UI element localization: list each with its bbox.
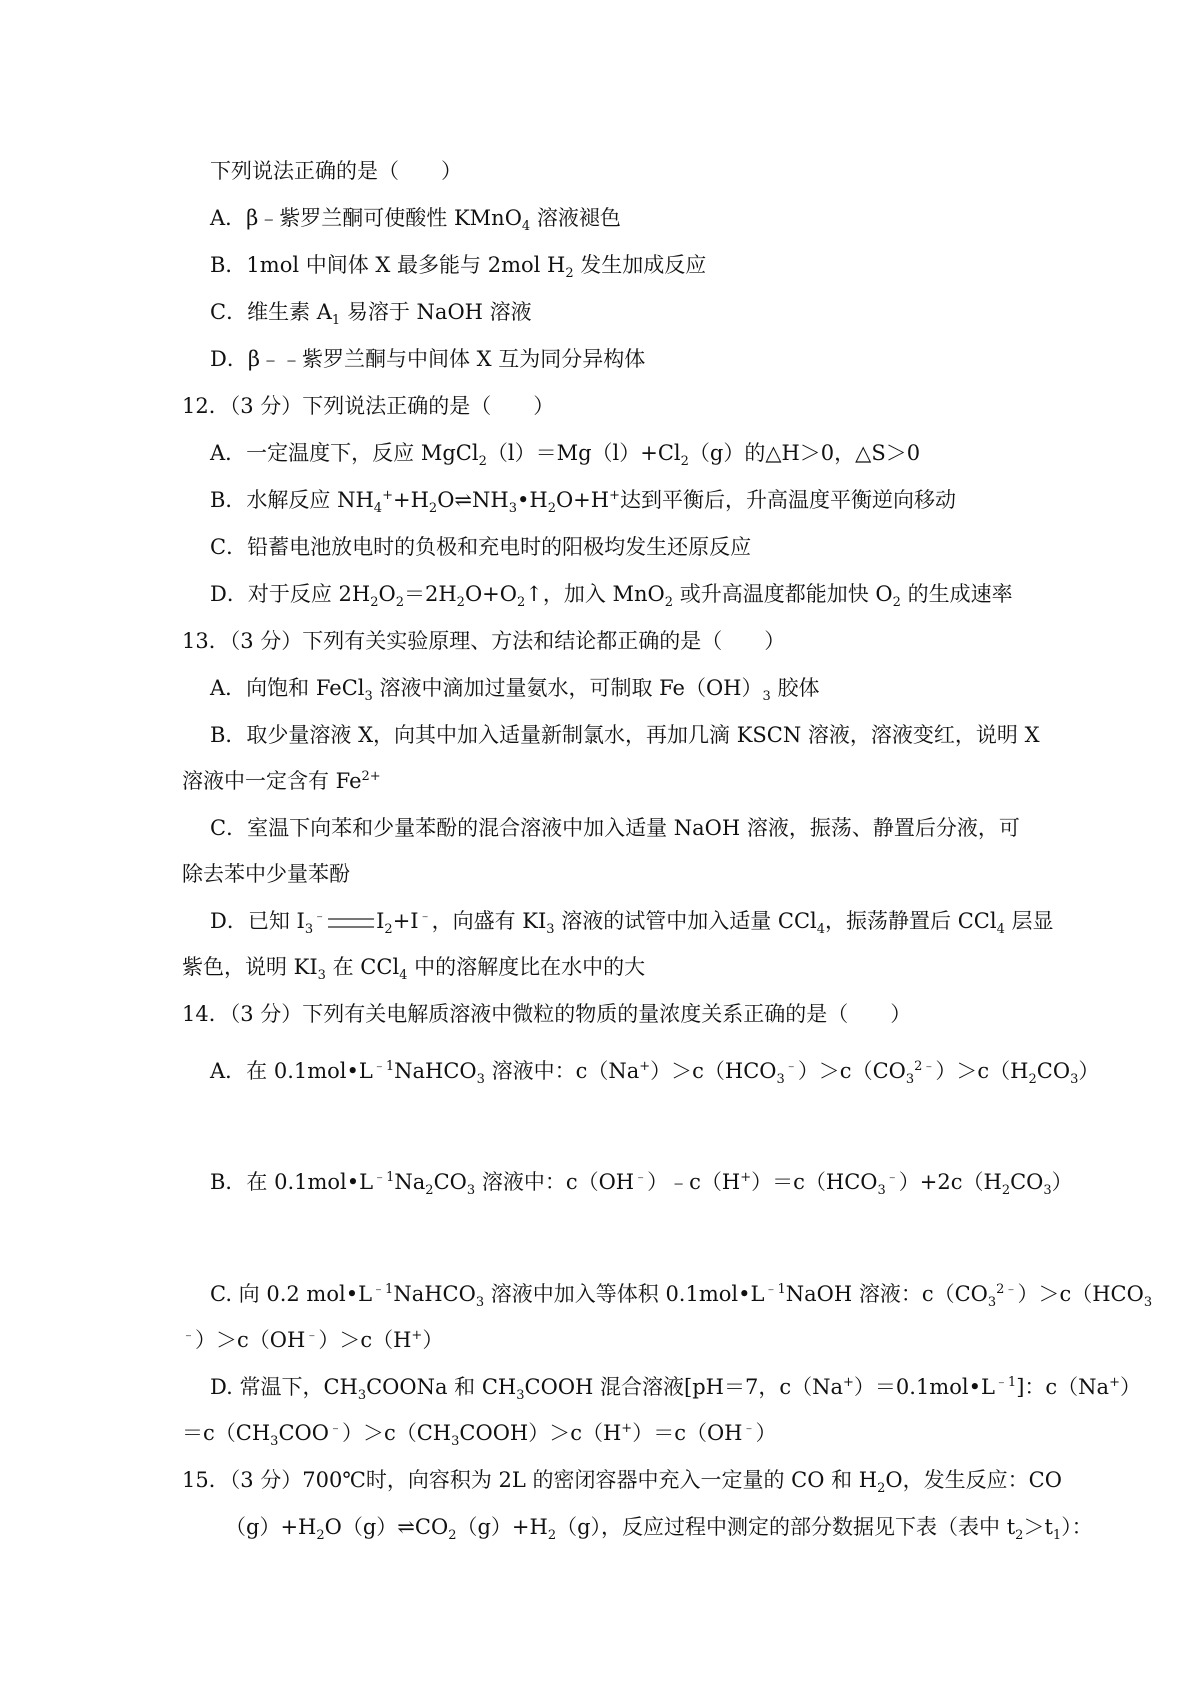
q13-option-b-line2: 溶液中一定含有 $Fe^{2+}$: [182, 769, 381, 793]
q12-option-b: B．水解反应 $NH_4^++H_2O\rightleftharpoons NH_3•H_2O+H^+$达到平衡后，升高温度平衡逆向移动: [210, 488, 957, 517]
q13-option-a: A．向饱和 FeCl$_3$ 溶液中滴加过量氨水，可制取 $Fe(OH)_3$ 胶体: [210, 676, 820, 705]
q12-option-a: A．一定温度下，反应 $MgCl_2(l)=Mg(l)+Cl_2(g)$的△H＞0，△S＞0: [210, 441, 921, 470]
q13-option-c-line1: C．室温下向苯和少量苯酚的混合溶液中加入适量 NaOH 溶液，振荡、静置后分液，可: [210, 816, 1020, 840]
q11-option-d: D．β﹣﹣紫罗兰酮与中间体 X 互为同分异构体: [210, 347, 646, 371]
q15-stem-line1: 15．（3 分）700℃时，向容积为 2L 的密闭容器中充入一定量的 CO 和 $H_2O$，发生反应：CO: [182, 1468, 1062, 1497]
q14-option-a: A．在 $0.1mol•L^{﹣1}NaHCO_3$ 溶液中：$c(Na^+)>c(HCO_3^﹣)>c(CO_3^{2﹣})>c(H_2CO_3)$: [210, 1059, 1100, 1088]
q13-option-d-line2: 紫色，说明 $KI_3$ 在 CCl$_4$ 中的溶解度比在水中的大: [182, 955, 646, 984]
q12-option-c: C．铅蓄电池放电时的负极和充电时的阳极均发生还原反应: [210, 535, 752, 559]
q12-stem: 12．（3 分）下列说法正确的是（ ）: [182, 394, 555, 418]
q14-option-b: B．在 $0.1mol•L^{﹣1}Na_2CO_3$ 溶液中：$c(OH^﹣)﹣c(H^+)=c(HCO_3^﹣)+2c(H_2CO_3)$: [210, 1170, 1073, 1199]
q13-stem: 13．（3 分）下列有关实验原理、方法和结论都正确的是（ ）: [182, 629, 786, 653]
q11-option-b: B．1mol 中间体 X 最多能与 2mol $H_2$ 发生加成反应: [210, 253, 707, 282]
q13-option-d-line1: D．已知 $I_3^﹣$ $I_2+I^﹣$，向盛有 $KI_3$ 溶液的试管中加入适量 CCl$_4$，振荡静置后 CCl$_4$ 层显: [210, 909, 1054, 938]
q13-option-b-line1: B．取少量溶液 X，向其中加入适量新制氯水，再加几滴 KSCN 溶液，溶液变红，说明 X: [210, 723, 1040, 747]
q14-option-d-line2: $=c(CH_3COO^﹣)>c(CH_3COOH)>c(H^+)=c(OH^﹣)$: [182, 1421, 777, 1450]
q11-option-a: A．β﹣紫罗兰酮可使酸性 KMnO$_4$ 溶液褪色: [210, 206, 621, 235]
q12-option-d: D．对于反应 $2H_2O_2=2H_2O+O_2↑$，加入 MnO$_2$ 或升高温度都能加快 $O_2$ 的生成速率: [210, 582, 1013, 611]
q13-option-c-line2: 除去苯中少量苯酚: [182, 862, 350, 886]
q14-option-c-line1: C. 向 0.2 $mol•L^{﹣1}NaHCO_3$ 溶液中加入等体积 $0.1mol•L^{﹣1}NaOH$ 溶液：$c(CO_3^{2﹣})>c(HCO_3$: [210, 1282, 1153, 1311]
reversible-arrow-icon: [328, 918, 374, 928]
q14-option-c-line2: ﹣）＞c（OH﹣）＞c（H+）: [182, 1328, 444, 1352]
q11-stem-tail: 下列说法正确的是（ ）: [210, 159, 462, 183]
q14-option-d-line1: D. 常温下，$CH_3COONa$ 和 $CH_3COOH$ 混合溶液[pH＝7，$c(Na^+)=0.1mol•L^{﹣1}$]：c（Na+）: [210, 1375, 1141, 1404]
q15-stem-line2: $(g)+H_2O(g)\rightleftharpoons CO_2(g)+H_2(g)$，反应过程中测定的部分数据见下表（表中 $t_2>t_1$）：: [225, 1515, 1093, 1544]
q14-stem: 14．（3 分）下列有关电解质溶液中微粒的物质的量浓度关系正确的是（ ）: [182, 1002, 912, 1026]
q11-option-c: C．维生素 $A_1$ 易溶于 NaOH 溶液: [210, 300, 532, 329]
